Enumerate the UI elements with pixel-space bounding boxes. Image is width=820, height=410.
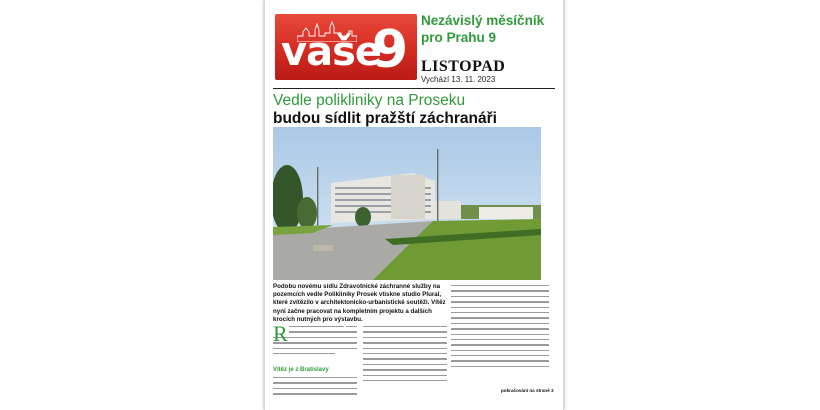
headline-line-1: Vedle polikliniky na Proseku: [273, 92, 466, 109]
newspaper-front-page: [264, 0, 564, 410]
article-subhead: Vítěz je z Bratislavy: [273, 367, 329, 373]
lead-paragraph: Podobu novému sídlu Zdravotnické záchranné služby na pozemcích vedle Polikliniky Prosek vtiskne studio Plural, které zvítězilo v architektonicko-urbanistické soutěži. Vítěz nyní začne pracovat na kompletním projektu a dalších krocích nutných pro výstavbu.: [273, 283, 446, 323]
tagline: [421, 12, 561, 46]
logo-name: vaše: [281, 29, 382, 75]
vase9-logo: [275, 14, 417, 80]
tagline-line-2: pro Prahu 9: [421, 30, 497, 45]
issue-month: LISTOPAD: [421, 58, 506, 75]
issue-date: Vychází 13. 11. 2023: [421, 75, 496, 84]
continuation-link[interactable]: pokračování na straně 3: [501, 388, 554, 393]
article-column-3: [451, 283, 549, 371]
headline-line-2: budou sídlit pražští záchranáři: [273, 110, 497, 127]
article-column-2: [363, 324, 447, 385]
tagline-line-1: Nezávislý měsíčník: [421, 13, 545, 28]
drop-cap: R: [273, 321, 288, 346]
polyclinic-photo: [273, 127, 541, 280]
article-column-1-continued: [273, 375, 357, 410]
article-column-1: [273, 321, 357, 358]
masthead-divider: [273, 88, 555, 89]
logo-number: 9: [372, 20, 409, 80]
